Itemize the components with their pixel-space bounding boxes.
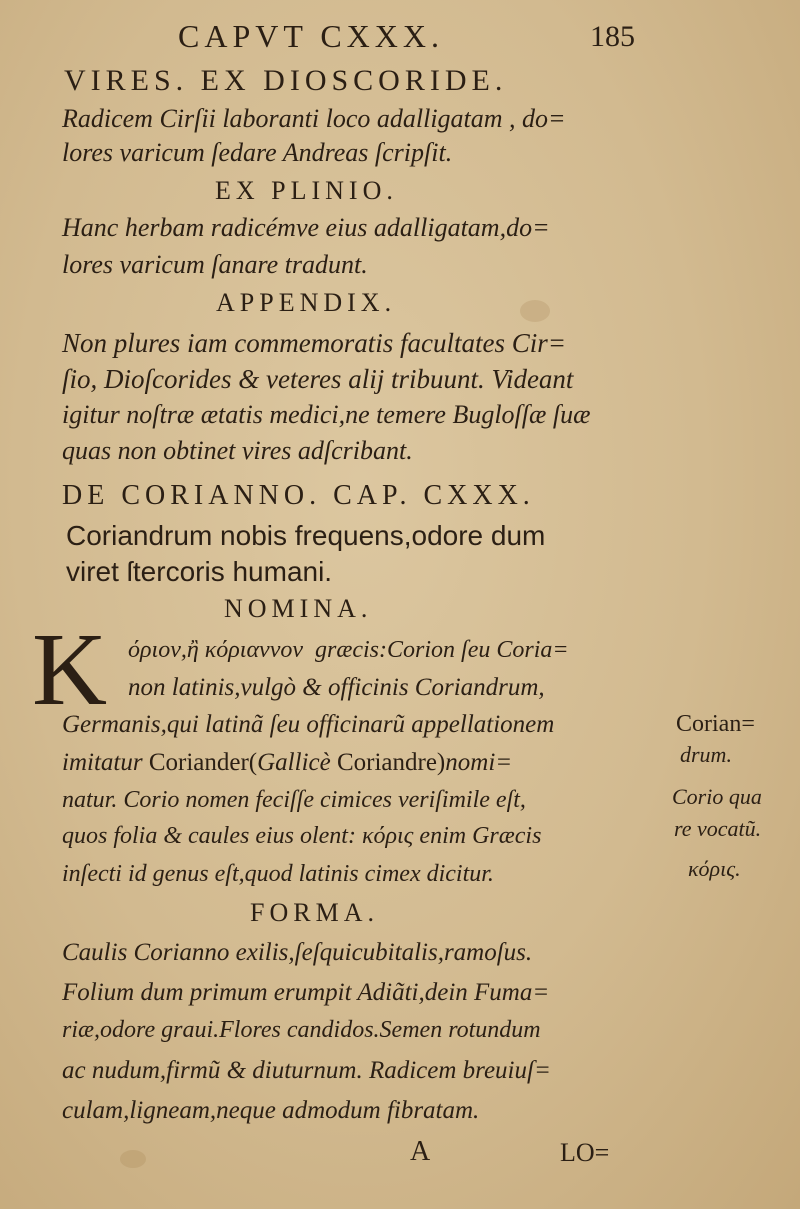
margin-note: Corian= <box>676 711 755 737</box>
section-heading-vires: VIRES. EX DIOSCORIDE. <box>64 64 508 97</box>
text-line: quas non obtinet vires adſcribant. <box>62 436 413 465</box>
section-heading-appendix: APPENDIX. <box>216 288 397 317</box>
chapter-heading: DE CORIANNO. CAP. CXXX. <box>62 480 535 511</box>
subheading-plinio: EX PLINIO. <box>215 176 398 205</box>
text-line: Non plures iam commemoratis facultates Cir= <box>62 328 566 358</box>
paper-stain <box>520 300 550 322</box>
margin-note: Corio qua <box>672 784 762 809</box>
signature-mark: A <box>410 1136 431 1167</box>
text-line: lores varicum ſanare tradunt. <box>62 250 368 279</box>
text-line: ac nudum,firmũ & diuturnum. Radicem breuiuſ= <box>62 1057 551 1084</box>
text-fragment: Coriander( <box>148 749 258 776</box>
text-line: ſio, Dioſcorides & veteres alij tribuunt. Videant <box>62 364 574 394</box>
text-line: Hanc herbam radicémve eius adalligatam,do= <box>62 213 550 242</box>
text-line: igitur noſtræ ætatis medici,ne temere Bugloſſæ ſuæ <box>62 400 591 429</box>
text-fragment: Coriandre) <box>336 749 446 776</box>
text-line: quos folia & caules eius olent: κόρις enim Græcis <box>62 823 542 849</box>
text-fragment: Gallicè <box>257 749 331 776</box>
text-line: Caulis Corianno exilis,ſeſquicubitalis,ramoſus. <box>62 939 533 966</box>
text-line: Radicem Cirſii laboranti loco adalligatam , do= <box>62 104 566 133</box>
greek-line-rest: græcis:Corion ſeu Coria= <box>315 637 569 663</box>
catchword: LO= <box>560 1138 610 1167</box>
text-line: non latinis,vulgò & officinis Coriandrum, <box>128 674 545 701</box>
section-heading-forma: FORMA. <box>250 898 379 927</box>
margin-note: κόρις. <box>688 856 741 881</box>
page-number: 185 <box>590 20 635 53</box>
text-line: Germanis,qui latinã ſeu officinarũ appellationem <box>62 711 555 738</box>
text-line: viret ſtercoris humani. <box>66 556 333 587</box>
text-line: inſecti id genus eſt,quod latinis cimex dicitur. <box>62 861 494 887</box>
running-title: CAPVT CXXX. <box>178 18 444 54</box>
text-line <box>62 750 512 775</box>
margin-note: drum. <box>680 742 732 767</box>
drop-cap-initial: K <box>32 612 108 727</box>
margin-note: re vocatũ. <box>674 816 762 841</box>
text-line: natur. Corio nomen feciſſe cimices veriſimile eſt, <box>62 787 526 813</box>
text-fragment: imitatur <box>62 749 143 776</box>
text-line: Coriandrum nobis frequens,odore dum <box>66 520 546 551</box>
text-fragment: nomi= <box>445 749 513 776</box>
text-line: lores varicum ſedare Andreas ſcripſit. <box>62 138 453 167</box>
section-heading-nomina: NOMINA. <box>224 594 373 623</box>
text-line: riæ,odore graui.Flores candidos.Semen rotundum <box>62 1017 541 1043</box>
text-line: Folium dum primum erumpit Adiãti,dein Fuma= <box>62 979 550 1006</box>
greek-name: όριον,ἢ κόριαννον <box>128 637 304 663</box>
text-line <box>128 638 569 662</box>
text-line: culam,ligneam,neque admodum fibratam. <box>62 1097 480 1124</box>
paper-stain <box>120 1150 146 1168</box>
